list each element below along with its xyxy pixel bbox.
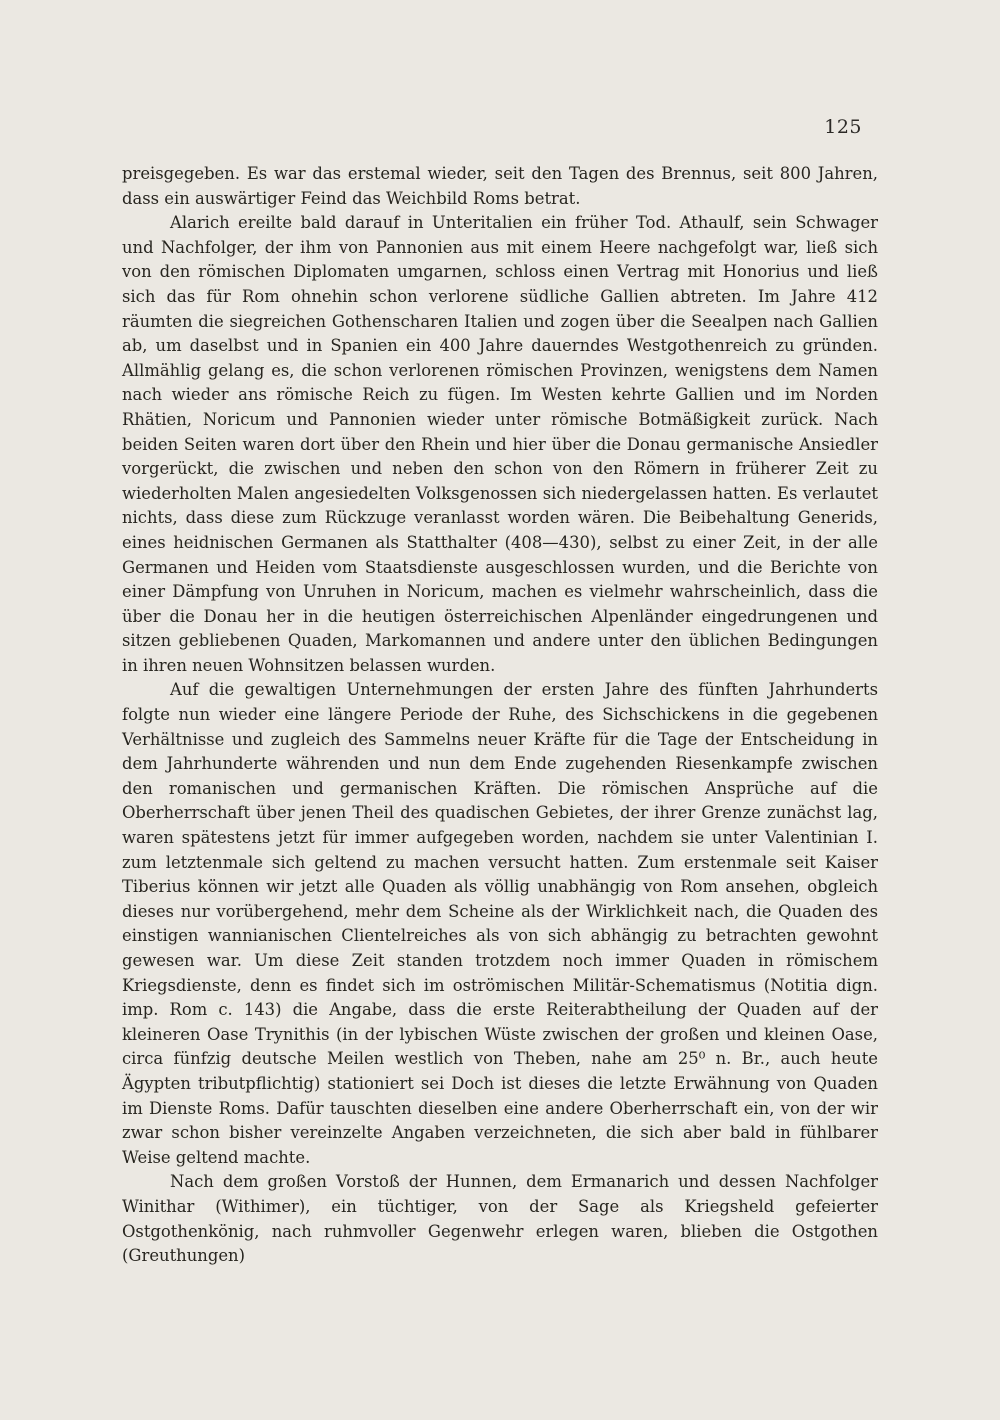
paragraph-4: Nach dem großen Vorstoß der Hunnen, dem Ermanarich und dessen Nachfolger Winithar (Withimer), ein tüchtiger, von der Sage als Kriegsheld gefeierter Ostgothenkönig, nach ruhmvoller Gegenwehr erlegen waren, blieben die Ostgothen (Greuthungen) [122,1172,878,1266]
paragraph-2: Alarich ereilte bald darauf in Unteritalien ein früher Tod. Athaulf, sein Schwager und Nachfolger, der ihm von Pannonien aus mit einem Heere nachgefolgt war, ließ sich von den römischen Diplomaten umgarnen, schloss einen Vertrag mit Honorius und ließ sich das für Rom ohnehin schon verlorene südliche Gallien abtreten. Im Jahre 412 räumten die siegreichen Gothenscharen Italien und zogen über die Seealpen nach Gallien ab, um daselbst und in Spanien ein 400 Jahre dauerndes Westgothenreich zu gründen. Allmählig gelang es, die schon verlorenen römischen Provinzen, wenigstens dem Namen nach wieder ans römische Reich zu fügen. Im Westen kehrte Gallien und im Norden Rhätien, Noricum und Pannonien wieder unter römische Botmäßigkeit zurück. Nach beiden Seiten waren dort über den Rhein und hier über die Donau germanische Ansiedler vorgerückt, die zwischen und neben den schon von den Römern in früherer Zeit zu wiederholten Malen angesiedelten Volksgenossen sich niedergelassen hatten. Es verlautet nichts, dass diese zum Rückzuge veranlasst worden wären. Die Beibehaltung Generids, eines heidnischen Germanen als Statthalter (408—430), selbst zu einer Zeit, in der alle Germanen und Heiden vom Staatsdienste ausgeschlossen wurden, und die Berichte von einer Dämpfung von Unruhen in Noricum, machen es vielmehr wahrscheinlich, dass die über die Donau her in die heutigen österreichischen Alpenländer eingedrungenen und sitzen gebliebenen Quaden, Markomannen und andere unter den üblichen Bedingungen in ihren neuen Wohnsitzen belassen wurden. [122,213,878,675]
text-column [122,162,878,1269]
paragraph-1: preisgegeben. Es war das erstemal wieder, seit den Tagen des Brennus, seit 800 Jahren, dass ein auswärtiger Feind das Weichbild Roms betrat. [122,164,878,208]
paragraph-3: Auf die gewaltigen Unternehmungen der ersten Jahre des fünften Jahrhunderts folgte nun wieder eine längere Periode der Ruhe, des Sichschickens in die gegebenen Verhältnisse und zugleich des Sammelns neuer Kräfte für die Tage der Entscheidung in dem Jahrhunderte währenden und nun dem Ende zugehenden Riesenkampfe zwischen den romanischen und germanischen Kräften. Die römischen Ansprüche auf die Oberherrschaft über jenen Theil des quadischen Gebietes, der ihrer Grenze zunächst lag, waren spätestens jetzt für immer aufgegeben worden, nachdem sie unter Valentinian I. zum letztenmale sich geltend zu machen versucht hatten. Zum erstenmale seit Kaiser Tiberius können wir jetzt alle Quaden als völlig unabhängig von Rom ansehen, obgleich dieses nur vorübergehend, mehr dem Scheine als der Wirklichkeit nach, die Quaden des einstigen wannianischen Clientelreiches als von sich abhängig zu betrachten gewohnt gewesen war. Um diese Zeit standen trotzdem noch immer Quaden in römischem Kriegsdienste, denn es findet sich im oströmischen Militär-Schematismus (Notitia dign. imp. Rom c. 143) die Angabe, dass die erste Reiterabtheilung der Quaden auf der kleineren Oase Trynithis (in der lybischen Wüste zwischen der großen und kleinen Oase, circa fünfzig deutsche Meilen westlich von Theben, nahe am 25⁰ n. Br., auch heute Ägypten tributpflichtig) stationiert sei Doch ist dieses die letzte Erwähnung von Quaden im Dienste Roms. Dafür tauschten dieselben eine andere Oberherrschaft ein, von der wir zwar schon bisher vereinzelte Angaben verzeichneten, die sich aber bald in fühlbarer Weise geltend machte. [122,680,878,1167]
page-number: 125 [824,116,862,138]
